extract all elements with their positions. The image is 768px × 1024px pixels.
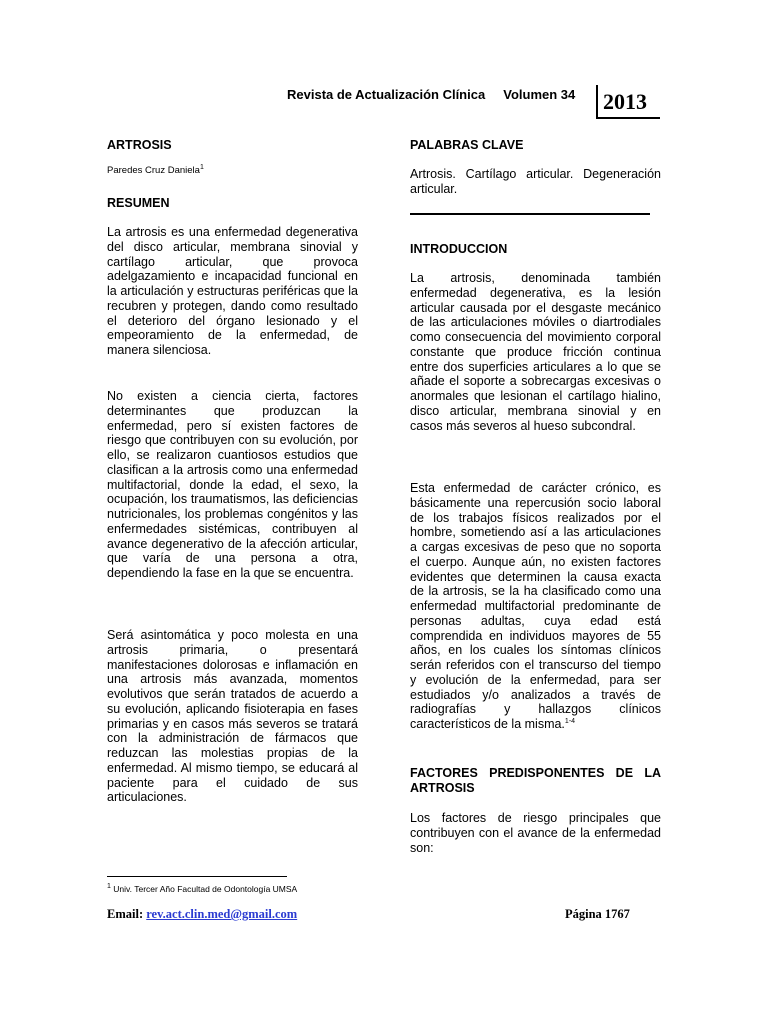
footnote-text: Univ. Tercer Año Facultad de Odontología UMSA	[113, 884, 298, 894]
journal-year: 2013	[603, 89, 647, 114]
footnote	[107, 884, 297, 894]
resumen-paragraph-2: No existen a ciencia cierta, factores determinantes que produzcan la enfermedad, pero sí existen factores de riesgo que contribuyen con su evolución, por ello, se realizaron cuantiosos estudios que clasifican a la artrosis como una enfermedad multifactorial, donde la edad, el sexo, la ocupación, los traumatismos, las deficiencias nutricionales, los problemas congénitos y las enfermedades sistémicas, contribuyen al avance degenerativo de la afección articular, que varía de una persona a otra, dependiendo la fase en la que se encuentra.	[107, 389, 358, 580]
keywords-divider	[410, 213, 650, 215]
footnote-divider	[107, 876, 287, 877]
reference-marker: 1-4	[564, 717, 576, 725]
resumen-heading: RESUMEN	[107, 196, 170, 210]
resumen-paragraph-1: La artrosis es una enfermedad degenerativa del disco articular, membrana sinovial y cartílago articular, que provoca adelgazamiento e incapacidad funcional en la articulación y estructuras periféricas que la recubren y protegen, dando como resultado el deterioro del órgano lesionado y el empeoramiento de la enfermedad, de manera silenciosa.	[107, 225, 358, 357]
page-number: Página 1767	[565, 907, 630, 921]
intro-heading: INTRODUCCION	[410, 242, 508, 256]
journal-volume: Volumen 34	[503, 87, 576, 102]
author-line	[107, 165, 204, 176]
header-divider-horizontal	[596, 117, 660, 119]
header-divider-vertical	[596, 85, 598, 119]
factores-paragraph: Los factores de riesgo principales que contribuyen con el avance de la enfermedad son:	[410, 811, 661, 855]
email-link[interactable]: rev.act.clin.med@gmail.com	[146, 907, 298, 921]
email-label: Email:	[107, 907, 144, 921]
author-name: Paredes Cruz Daniela	[107, 165, 200, 176]
keywords-text: Artrosis. Cartílago articular. Degeneración articular.	[410, 167, 661, 196]
author-footnote-marker: 1	[199, 163, 204, 171]
footer-email	[107, 907, 297, 922]
intro-paragraph-1: La artrosis, denominada también enfermedad degenerativa, es la lesión articular causada por el desgaste mecánico de las articulaciones móviles o diartrodiales como consecuencia del movimiento corporal constante que produce fricción continua entre dos superficies articulares a lo que se añade el soporte a sobrecargas excesivas o anormales que lesionan el cartílago hialino, disco articular, membrana sinovial y en casos más severos al hueso subcondral.	[410, 271, 661, 433]
footnote-marker: 1	[107, 883, 111, 891]
journal-header	[287, 87, 575, 102]
intro-paragraph-2	[410, 481, 661, 732]
factores-heading: FACTORES PREDISPONENTES DE LA ARTROSIS	[410, 766, 661, 795]
intro-paragraph-2-text: Esta enfermedad de carácter crónico, es básicamente una repercusión socio laboral de los trabajos físicos realizados por el hombre, sometiendo así a las articulaciones a cargas excesivas de peso que no soporta el cuerpo. Aunque aún, no existen factores evidentes que determinen la causa exacta de la artrosis, se la ha clasificado como una enfermedad multifactorial predominante de personas adultas, cuya edad está comprendida en individuos mayores de 55 años, en los cuales los síntomas clínicos serán referidos con el transcurso del tiempo y evolución de la enfermedad, para ser estudiados y/o analizados a través de radiografías y hallazgos clínicos característicos de la misma.	[410, 481, 661, 731]
journal-name: Revista de Actualización Clínica	[287, 87, 486, 102]
keywords-heading: PALABRAS CLAVE	[410, 138, 524, 152]
article-title: ARTROSIS	[107, 138, 172, 152]
resumen-paragraph-3: Será asintomática y poco molesta en una artrosis primaria, o presentará manifestaciones dolorosas e inflamación en una artrosis más avanzada, momentos evolutivos que serán tratados de acuerdo a su evolución, aplicando fisioterapia en fases primarias y en casos más severos se tratará con la administración de fármacos que reduzcan las molestias propias de la enfermedad. Al mismo tiempo, se educará al paciente para el cuidado de sus articulaciones.	[107, 628, 358, 805]
